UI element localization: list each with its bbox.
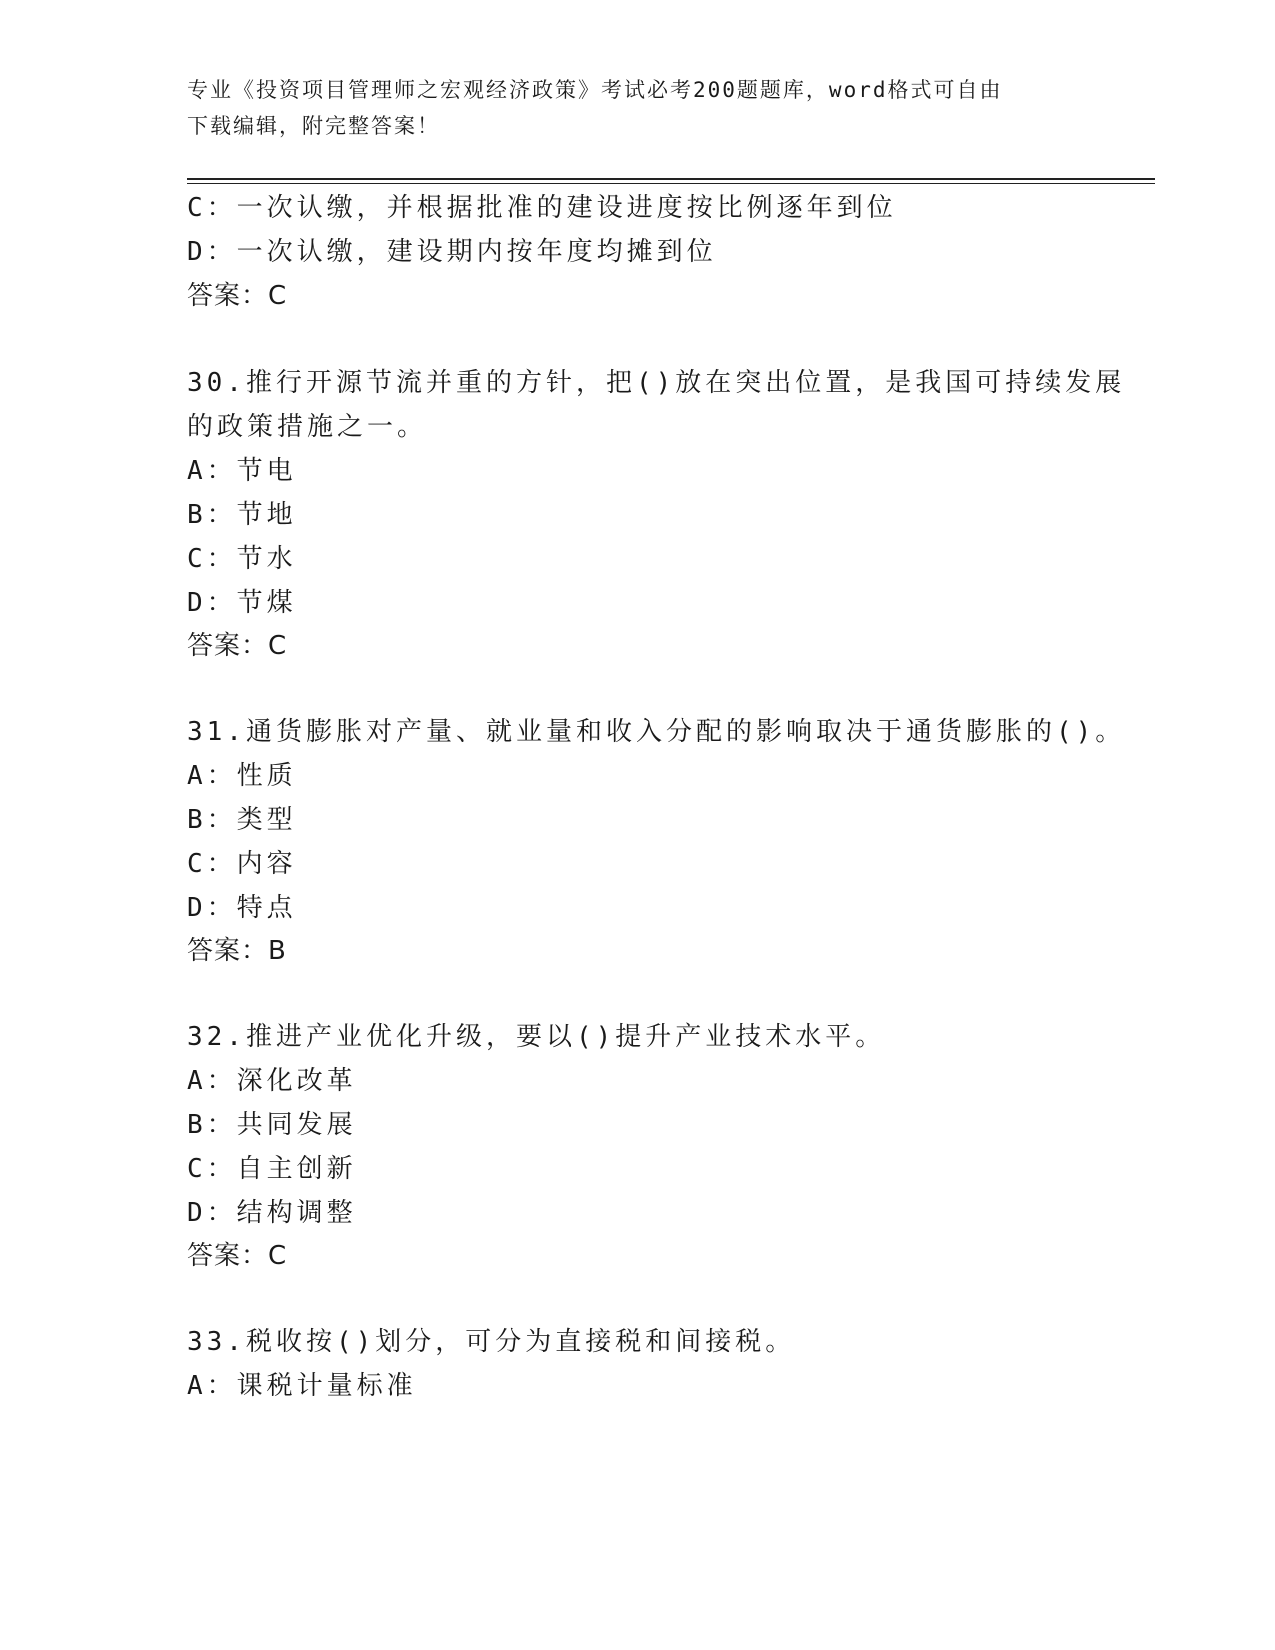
q30-option-a: A：节电 [187,456,297,486]
q30-stem-line-1: 30.推行开源节流并重的方针，把()放在突出位置，是我国可持续发展 [187,368,1126,398]
header-divider-thick [187,178,1155,180]
q30-option-b: B：节地 [187,500,297,530]
q29-option-c: C：一次认缴，并根据批准的建设进度按比例逐年到位 [187,193,897,223]
header-line-2: 下载编辑，附完整答案！ [187,114,440,138]
q30-option-c: C：节水 [187,544,297,574]
q30-option-d: D：节煤 [187,588,297,618]
q31-option-b: B：类型 [187,805,297,835]
q31-option-a: A：性质 [187,761,297,791]
q31-option-c: C：内容 [187,849,297,879]
q32-option-d: D：结构调整 [187,1198,357,1228]
q30-answer: 答案：C [187,631,288,661]
q32-option-b: B：共同发展 [187,1110,357,1140]
q30-stem-line-2: 的政策措施之一。 [187,412,428,442]
q29-answer: 答案：C [187,281,288,311]
header-line-1: 专业《投资项目管理师之宏观经济政策》考试必考200题题库，word格式可自由 [187,78,1003,102]
q32-option-c: C：自主创新 [187,1154,357,1184]
q33-stem: 33.税收按()划分，可分为直接税和间接税。 [187,1327,796,1357]
q29-option-d: D：一次认缴，建设期内按年度均摊到位 [187,237,717,267]
q32-stem: 32.推进产业优化升级，要以()提升产业技术水平。 [187,1022,886,1052]
document-header [187,72,1067,144]
q31-option-d: D：特点 [187,893,297,923]
header-divider-thin [187,183,1155,184]
q32-option-a: A：深化改革 [187,1066,357,1096]
q31-stem: 31.通货膨胀对产量、就业量和收入分配的影响取决于通货膨胀的()。 [187,717,1126,747]
q33-option-a: A：课税计量标准 [187,1371,417,1401]
q32-answer: 答案：C [187,1241,288,1271]
q31-answer: 答案：B [187,936,287,966]
